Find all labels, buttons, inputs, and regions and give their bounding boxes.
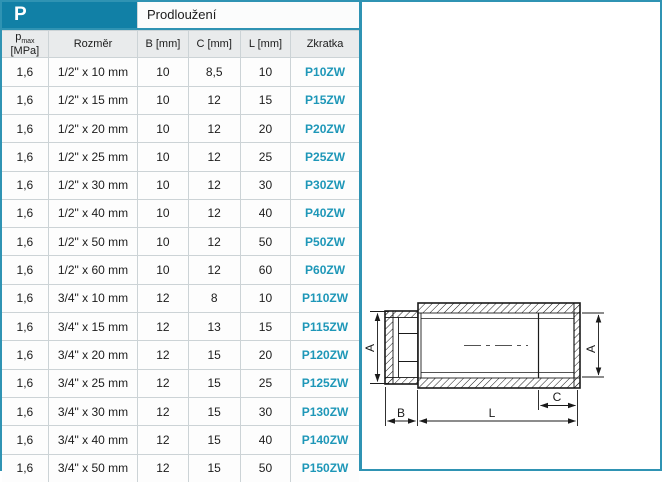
table-row <box>2 58 359 86</box>
column-header-pressure: $p_{max}$ [MPa] <box>2 31 48 58</box>
cell-l: 20 <box>240 114 290 142</box>
cell-b: 12 <box>138 398 188 426</box>
cell-b: 12 <box>138 341 188 369</box>
cell-l: 50 <box>240 228 290 256</box>
cell-l: 30 <box>240 171 290 199</box>
cell-size: 1/2" x 50 mm <box>48 228 138 256</box>
table-row <box>2 228 359 256</box>
cell-b: 10 <box>138 114 188 142</box>
table-row <box>2 86 359 114</box>
cell-l: 50 <box>240 454 290 482</box>
cell-size: 1/2" x 30 mm <box>48 171 138 199</box>
cell-code[interactable]: P150ZW <box>291 454 359 482</box>
cell-c: 13 <box>188 313 240 341</box>
cell-l: 10 <box>240 284 290 312</box>
table-body <box>2 58 359 482</box>
cell-b: 12 <box>138 454 188 482</box>
cell-l: 30 <box>240 398 290 426</box>
cell-code[interactable]: P140ZW <box>291 426 359 454</box>
cell-code[interactable]: P115ZW <box>291 313 359 341</box>
cell-code[interactable]: P110ZW <box>291 284 359 312</box>
cell-size: 3/4" x 15 mm <box>48 313 138 341</box>
cell-code[interactable]: P40ZW <box>291 199 359 227</box>
cell-size: 1/2" x 60 mm <box>48 256 138 284</box>
column-header-l: L [mm] <box>240 31 290 58</box>
product-code-badge: P <box>2 2 137 28</box>
cell-l: 60 <box>240 256 290 284</box>
cell-pressure: 1,6 <box>2 86 48 114</box>
table-row <box>2 313 359 341</box>
cell-code[interactable]: P30ZW <box>291 171 359 199</box>
cell-c: 15 <box>188 369 240 397</box>
cell-code[interactable]: P15ZW <box>291 86 359 114</box>
cell-b: 12 <box>138 426 188 454</box>
column-header-size: Rozměr <box>48 31 138 58</box>
cell-size: 1/2" x 40 mm <box>48 199 138 227</box>
cell-pressure: 1,6 <box>2 171 48 199</box>
cell-c: 12 <box>188 143 240 171</box>
cell-pressure: 1,6 <box>2 143 48 171</box>
cell-c: 12 <box>188 114 240 142</box>
cell-size: 3/4" x 20 mm <box>48 341 138 369</box>
cell-pressure: 1,6 <box>2 58 48 86</box>
cell-l: 25 <box>240 369 290 397</box>
table-row <box>2 114 359 142</box>
cell-size: 1/2" x 15 mm <box>48 86 138 114</box>
dimensions-table <box>2 30 359 482</box>
fitting-male-end <box>385 311 418 384</box>
fitting-cross-section-diagram <box>362 2 660 469</box>
cell-pressure: 1,6 <box>2 398 48 426</box>
cell-b: 12 <box>138 369 188 397</box>
cell-b: 12 <box>138 313 188 341</box>
cell-pressure: 1,6 <box>2 426 48 454</box>
cell-l: 25 <box>240 143 290 171</box>
cell-b: 10 <box>138 58 188 86</box>
cell-size: 3/4" x 40 mm <box>48 426 138 454</box>
table-row <box>2 284 359 312</box>
cell-b: 12 <box>138 284 188 312</box>
cell-code[interactable]: P130ZW <box>291 398 359 426</box>
table-row <box>2 143 359 171</box>
cell-c: 8,5 <box>188 58 240 86</box>
cell-code[interactable]: P50ZW <box>291 228 359 256</box>
table-row <box>2 426 359 454</box>
cell-code[interactable]: P25ZW <box>291 143 359 171</box>
cell-c: 8 <box>188 284 240 312</box>
dimension-c <box>539 390 576 410</box>
cell-pressure: 1,6 <box>2 256 48 284</box>
cell-c: 12 <box>188 199 240 227</box>
cell-size: 3/4" x 50 mm <box>48 454 138 482</box>
cell-c: 15 <box>188 341 240 369</box>
cell-l: 15 <box>240 86 290 114</box>
cell-pressure: 1,6 <box>2 284 48 312</box>
column-header-b: B [mm] <box>138 31 188 58</box>
table-row <box>2 256 359 284</box>
table-row <box>2 398 359 426</box>
dimension-a-right <box>582 313 604 377</box>
cell-b: 10 <box>138 228 188 256</box>
cell-b: 10 <box>138 256 188 284</box>
table-row <box>2 454 359 482</box>
cell-c: 12 <box>188 256 240 284</box>
cell-c: 15 <box>188 454 240 482</box>
cell-code[interactable]: P20ZW <box>291 114 359 142</box>
table-row <box>2 171 359 199</box>
column-header-code: Zkratka <box>291 31 359 58</box>
cell-pressure: 1,6 <box>2 369 48 397</box>
technical-drawing-panel <box>362 2 660 469</box>
cell-b: 10 <box>138 143 188 171</box>
dim-label-a-right: A <box>584 344 598 354</box>
cell-l: 40 <box>240 199 290 227</box>
cell-c: 12 <box>188 228 240 256</box>
cell-size: 3/4" x 10 mm <box>48 284 138 312</box>
cell-pressure: 1,6 <box>2 341 48 369</box>
table-row <box>2 199 359 227</box>
cell-size: 3/4" x 25 mm <box>48 369 138 397</box>
pressure-subscript: max <box>21 38 35 46</box>
cell-l: 40 <box>240 426 290 454</box>
dim-label-c: C <box>552 390 562 404</box>
cell-size: 1/2" x 25 mm <box>48 143 138 171</box>
cell-c: 12 <box>188 171 240 199</box>
table-row <box>2 369 359 397</box>
cell-code[interactable]: P10ZW <box>291 58 359 86</box>
cell-c: 12 <box>188 86 240 114</box>
dim-label-a-left: A <box>363 343 377 353</box>
product-title: Prodloužení <box>137 2 359 28</box>
cell-b: 10 <box>138 171 188 199</box>
cell-l: 15 <box>240 313 290 341</box>
cell-pressure: 1,6 <box>2 313 48 341</box>
cell-code[interactable]: P60ZW <box>291 256 359 284</box>
cell-l: 20 <box>240 341 290 369</box>
cell-pressure: 1,6 <box>2 199 48 227</box>
dim-label-l: L <box>488 406 496 420</box>
cell-b: 10 <box>138 86 188 114</box>
cell-c: 15 <box>188 426 240 454</box>
cell-pressure: 1,6 <box>2 114 48 142</box>
cell-size: 1/2" x 10 mm <box>48 58 138 86</box>
table-header-row <box>2 31 359 58</box>
table-row <box>2 341 359 369</box>
cell-code[interactable]: P120ZW <box>291 341 359 369</box>
cell-pressure: 1,6 <box>2 228 48 256</box>
cell-size: 1/2" x 20 mm <box>48 114 138 142</box>
dim-label-b: B <box>396 406 406 420</box>
cell-l: 10 <box>240 58 290 86</box>
cell-b: 10 <box>138 199 188 227</box>
dimension-b <box>386 387 418 426</box>
cell-code[interactable]: P125ZW <box>291 369 359 397</box>
cell-size: 3/4" x 30 mm <box>48 398 138 426</box>
cell-pressure: 1,6 <box>2 454 48 482</box>
cell-c: 15 <box>188 398 240 426</box>
title-bar <box>2 2 359 30</box>
product-table-panel <box>2 2 362 476</box>
column-header-c: C [mm] <box>188 31 240 58</box>
